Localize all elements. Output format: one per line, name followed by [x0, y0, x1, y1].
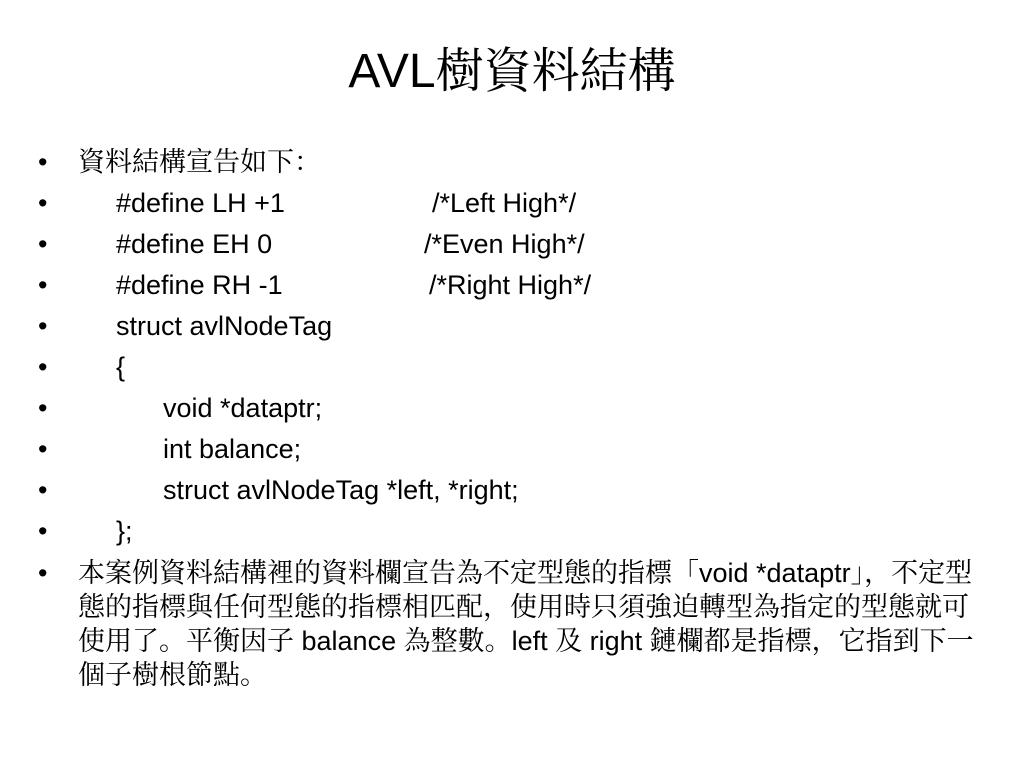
- bullet-item-open-brace: [0, 347, 1024, 388]
- bullet-icon: •: [38, 558, 48, 588]
- bullet-icon: •: [38, 475, 48, 505]
- bullet-item-define-eh: [0, 224, 1024, 265]
- explanation-paragraph: 本案例資料結構裡的資料欄宣告為不定型態的指標「void *dataptr」，不定型態的指標與任何型態的指標相匹配，使用時只須強迫轉型為指定的型態就可使用了。平衡因子 balance 為整數。left 及 right 鏈欄都是指標，它指到下一個子樹根節點。: [78, 558, 974, 690]
- code-line: {: [116, 352, 126, 382]
- bullet-item-close-brace: [0, 511, 1024, 552]
- code-line: };: [116, 516, 133, 546]
- bullet-icon: •: [38, 311, 48, 341]
- bullet-item-pointer-fields: [0, 470, 1024, 511]
- bullet-item-dataptr-field: [0, 388, 1024, 429]
- bullet-item-explanation: [0, 556, 1024, 692]
- code-line: struct avlNodeTag *left, *right;: [163, 475, 519, 505]
- code-comment: /*Right High*/: [429, 270, 592, 300]
- bullet-icon: •: [38, 147, 48, 177]
- code-line: void *dataptr;: [163, 393, 323, 423]
- bullet-item-struct-decl: [0, 306, 1024, 347]
- bullet-icon: •: [38, 188, 48, 218]
- bullet-item-balance-field: [0, 429, 1024, 470]
- bullet-icon: •: [38, 270, 48, 300]
- bullet-icon: •: [38, 229, 48, 259]
- bullet-item-declaration-intro: [0, 142, 1024, 183]
- bullet-icon: •: [38, 516, 48, 546]
- bullet-icon: •: [38, 352, 48, 382]
- bullet-text: 資料結構宣告如下：: [78, 147, 321, 177]
- slide-title: AVL樹資料結構: [348, 45, 676, 98]
- code-line: #define EH 0: [116, 229, 273, 259]
- bullet-icon: •: [38, 434, 48, 464]
- bullet-icon: •: [38, 393, 48, 423]
- code-line: #define RH -1: [116, 270, 283, 300]
- code-comment: /*Even High*/: [424, 229, 585, 259]
- code-comment: /*Left High*/: [432, 188, 577, 218]
- code-line: int balance;: [163, 434, 302, 464]
- bullet-item-define-lh: [0, 183, 1024, 224]
- bullet-list: [0, 142, 1024, 692]
- bullet-item-define-rh: [0, 265, 1024, 306]
- code-line: #define LH +1: [116, 188, 285, 218]
- code-line: struct avlNodeTag: [116, 311, 333, 341]
